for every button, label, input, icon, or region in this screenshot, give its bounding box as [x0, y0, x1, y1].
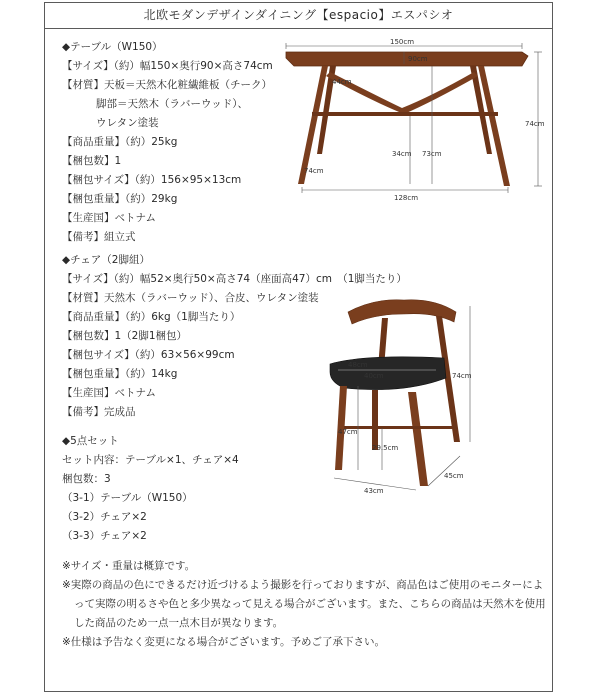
table-spec-line: 【材質】天板＝天然木化粧繊維板（チーク） [62, 79, 272, 91]
chair-width-label: 43cm [364, 487, 384, 495]
note-item: ※実際の商品の色にできるだけ近づけるよう撮影を行っておりますが、商品色はご使用のモニターによって実際の明るさや色と多少異なって見える場合がございます。また、こちらの商品は天然木を使用した商品のため一点一点木目が異なります。 [62, 579, 546, 629]
chair-seat-depth-label: 40cm [364, 372, 384, 380]
set-spec-line: （3-1）テーブル（W150） [62, 492, 193, 504]
table-brace-height-label: 34cm [392, 150, 412, 158]
chair-height-label: 74cm [452, 372, 472, 380]
set-spec-line: セット内容：テーブル×1、チェア×4 [62, 454, 239, 466]
chair-spec-line: 【サイズ】（約）幅52×奥行50×高さ74（座面高47）cm （1脚当たり） [62, 273, 407, 285]
table-spec-line: 【梱包重量】（約）29kg [62, 193, 178, 205]
table-underside-height-label: 73cm [422, 150, 442, 158]
table-spec-line: 【商品重量】（約）25kg [62, 136, 178, 148]
table-spec-line: 脚部＝天然木（ラバーウッド）、 [96, 98, 249, 110]
table-width-label: 150cm [390, 38, 415, 46]
page-title: 北欧モダンデザインダイニング【espacio】エスパシオ [45, 3, 552, 29]
note-item: ※サイズ・重量は概算です。 [62, 560, 196, 572]
chair-illustration [324, 292, 484, 497]
chair-spec-line: 【備考】完成品 [62, 406, 136, 418]
chair-seat-height-label: 47cm [338, 428, 358, 436]
table-spec-line: 【梱包数】1 [62, 155, 122, 167]
chair-spec-line: 【梱包サイズ】（約）63×56×99cm [62, 349, 235, 361]
table-spec-line: 【梱包サイズ】（約）156×95×13cm [62, 174, 242, 186]
table-spec-line: ウレタン塗装 [96, 117, 159, 129]
table-height-label: 74cm [525, 120, 545, 128]
set-spec-heading: ◆5点セット [62, 435, 119, 447]
table-leg-inset-top-label: 44cm [332, 78, 352, 86]
table-depth-label: 90cm [408, 55, 428, 63]
table-leg-inset-bottom-label: 74cm [304, 167, 324, 175]
table-spec [62, 38, 273, 247]
chair-depth-label: 45cm [444, 472, 464, 480]
notes [62, 557, 550, 652]
set-spec-line: （3-2）チェア×2 [62, 511, 147, 523]
chair-spec-line: 【梱包重量】（約）14kg [62, 368, 178, 380]
set-spec-line: 梱包数：3 [62, 473, 111, 485]
chair-seat-width-label: 48cm [348, 361, 368, 369]
table-spec-line: 【備考】組立式 [62, 231, 136, 243]
chair-spec-line: 【材質】天然木（ラバーウッド）、合皮、ウレタン塗装 [62, 292, 319, 304]
table-spec-line: 【生産国】ベトナム [62, 212, 156, 224]
note-item: ※仕様は予告なく変更になる場合がございます。予めご了承下さい。 [62, 636, 385, 648]
table-spec-heading: ◆テーブル（W150） [62, 41, 163, 53]
chair-spec-line: 【商品重量】（約）6kg（1脚当たり） [62, 311, 241, 323]
chair-brace-height-label: 29.5cm [372, 444, 399, 452]
chair-spec-heading: ◆チェア（2脚組） [62, 254, 150, 266]
chair-spec-line: 【生産国】ベトナム [62, 387, 156, 399]
table-leg-span-label: 128cm [394, 194, 419, 202]
set-spec-line: （3-3）チェア×2 [62, 530, 147, 542]
set-spec [62, 432, 239, 546]
table-spec-line: 【サイズ】（約）幅150×奥行90×高さ74cm [62, 60, 273, 72]
chair-spec-line: 【梱包数】1（2脚1梱包） [62, 330, 188, 342]
table-illustration [282, 34, 552, 204]
